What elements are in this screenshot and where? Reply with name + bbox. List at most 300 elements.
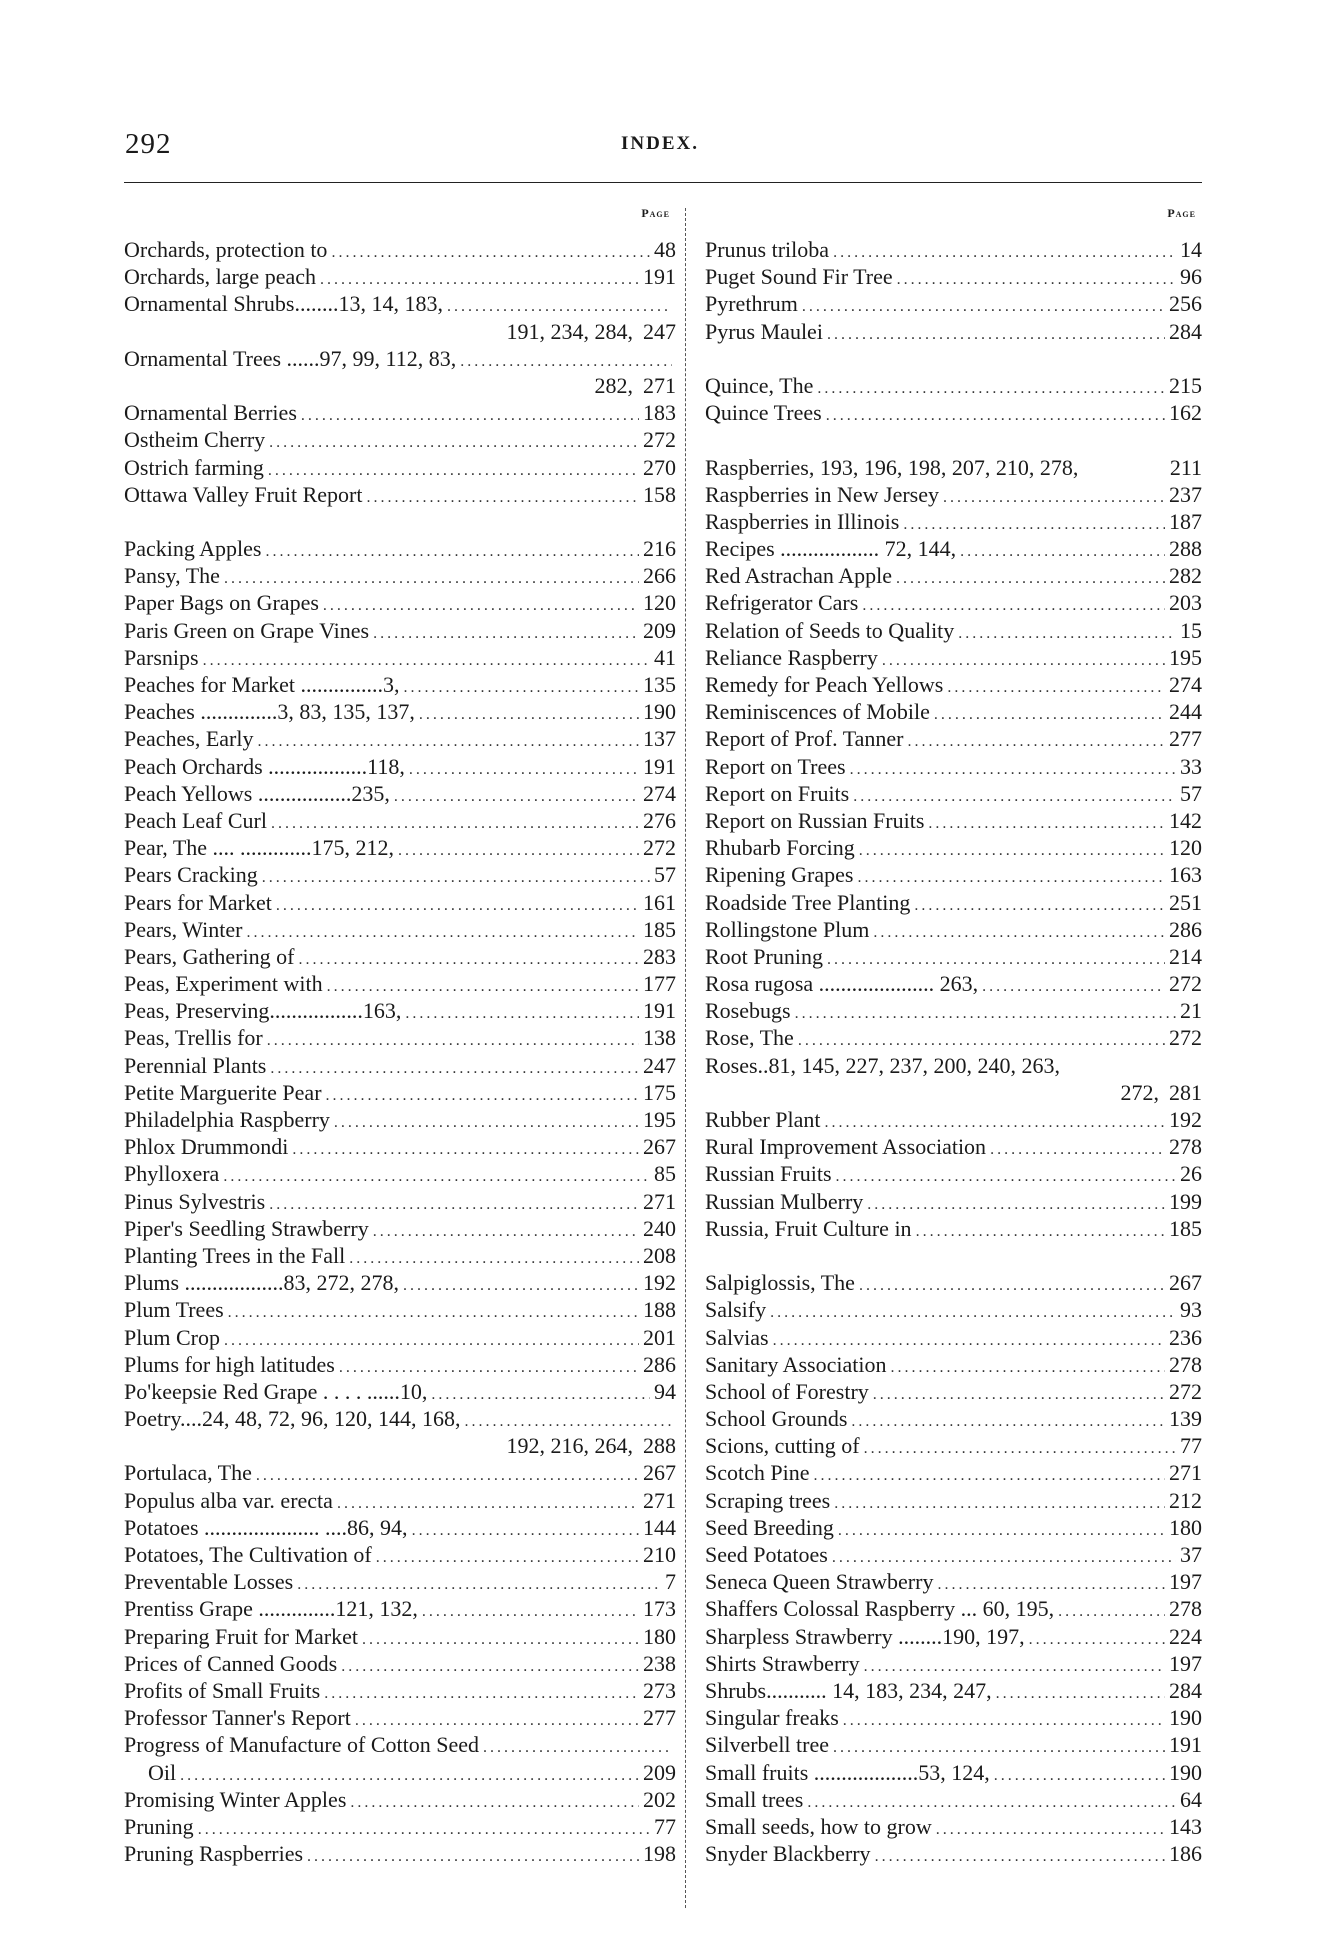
index-entry xyxy=(705,1459,1202,1486)
dot-leader xyxy=(246,919,639,946)
dot-leader xyxy=(867,1191,1165,1218)
index-entry xyxy=(124,970,676,997)
index-entry xyxy=(124,1160,676,1187)
page-ref: 276 xyxy=(643,807,676,833)
page-ref: 191 xyxy=(1169,1732,1202,1758)
entry-text: Salpiglossis, The xyxy=(705,1270,855,1296)
dot-leader xyxy=(832,1544,1176,1571)
page-number: 292 xyxy=(125,128,172,160)
index-entry xyxy=(705,535,1202,562)
page-ref: 161 xyxy=(643,889,676,915)
index-entry xyxy=(124,1541,676,1568)
dot-leader xyxy=(224,1327,639,1354)
dot-leader xyxy=(914,892,1165,919)
entry-text: 272, xyxy=(1120,1079,1159,1105)
entry-text: Ostheim Cherry xyxy=(124,427,266,453)
index-entry xyxy=(705,1759,1202,1786)
dot-leader xyxy=(994,1762,1165,1789)
page-ref: 195 xyxy=(643,1107,676,1132)
blank-line xyxy=(705,1242,1202,1269)
index-entry xyxy=(124,1704,676,1731)
entry-text: Sanitary Association xyxy=(705,1351,887,1377)
entry-text: Ripening Grapes xyxy=(705,862,854,888)
page-ref: 209 xyxy=(643,617,676,643)
dot-leader xyxy=(916,1218,1165,1245)
page-ref: 26 xyxy=(1180,1161,1202,1187)
index-entry xyxy=(124,318,676,345)
entry-text: Preparing Fruit for Market xyxy=(124,1623,358,1649)
index-entry xyxy=(124,1079,676,1106)
index-entry xyxy=(124,1568,676,1595)
index-entry xyxy=(705,1568,1202,1595)
entry-text: Roadside Tree Planting xyxy=(705,889,911,915)
entry-text: Sharpless Strawberry ........190, 197, xyxy=(705,1623,1025,1649)
index-entry xyxy=(705,1623,1202,1650)
index-column-right xyxy=(705,206,1202,1867)
index-entry xyxy=(124,1106,676,1133)
dot-leader xyxy=(773,1327,1165,1354)
entry-text: Pruning xyxy=(124,1813,194,1839)
page-ref: 190 xyxy=(1169,1759,1202,1785)
entry-text: Philadelphia Raspberry xyxy=(124,1107,330,1132)
index-entry xyxy=(705,1786,1202,1813)
index-entry xyxy=(705,372,1202,399)
dot-leader xyxy=(817,375,1165,402)
column-page-label: Page xyxy=(641,206,670,220)
entry-text: Russian Mulberry xyxy=(705,1188,864,1214)
entry-text: Root Pruning xyxy=(705,943,823,969)
page-ref: 162 xyxy=(1169,400,1202,426)
index-entry xyxy=(124,1215,676,1242)
index-entry xyxy=(705,562,1202,589)
dot-leader xyxy=(1058,1598,1165,1625)
dot-leader xyxy=(843,1707,1165,1734)
page-ref: 224 xyxy=(1169,1623,1202,1649)
dot-leader xyxy=(228,1299,639,1326)
entry-text: Raspberries in New Jersey xyxy=(705,481,939,507)
dot-leader xyxy=(897,266,1176,293)
dot-leader xyxy=(882,647,1165,674)
page-ref: 272 xyxy=(1169,1025,1202,1051)
entry-text: Report on Trees xyxy=(705,753,846,779)
page-ref: 57 xyxy=(654,862,676,888)
dot-leader xyxy=(990,1136,1165,1163)
index-entry xyxy=(124,589,676,616)
entry-text: Reliance Raspberry xyxy=(705,644,878,670)
entry-text: Portulaca, The xyxy=(124,1460,252,1486)
index-entry xyxy=(705,1106,1202,1133)
entry-text: Planting Trees in the Fall xyxy=(124,1242,346,1268)
entry-text: Promising Winter Apples xyxy=(124,1786,347,1812)
entry-text: Plums ..................83, 272, 278, xyxy=(124,1270,400,1296)
entry-text: 191, 234, 284, xyxy=(506,318,633,344)
entry-text: School of Forestry xyxy=(705,1378,869,1404)
page-ref: 267 xyxy=(643,1460,676,1486)
page-ref: 240 xyxy=(643,1215,676,1241)
page-ref: 286 xyxy=(643,1351,676,1377)
dot-leader xyxy=(355,1707,639,1734)
entry-text: Snyder Blackberry xyxy=(705,1841,871,1867)
page-ref: 177 xyxy=(643,971,676,997)
page-ref: 120 xyxy=(1169,835,1202,861)
page-ref: 37 xyxy=(1180,1542,1202,1567)
page-ref: 209 xyxy=(643,1759,676,1785)
page-ref: 163 xyxy=(1169,862,1202,888)
index-entry xyxy=(705,1405,1202,1432)
page-ref: 21 xyxy=(1180,998,1202,1024)
blank-line xyxy=(124,508,676,535)
dot-leader xyxy=(298,946,639,973)
dot-leader xyxy=(341,1653,639,1680)
page-ref: 185 xyxy=(1169,1215,1202,1241)
entry-text: Roses..81, 145, 227, 237, 200, 240, 263, xyxy=(705,1052,1061,1078)
dot-leader xyxy=(276,892,639,919)
entry-text: Prunus triloba xyxy=(705,237,830,262)
dot-leader xyxy=(937,1571,1165,1598)
entry-text: Scotch Pine xyxy=(705,1460,810,1486)
entry-text: Salvias xyxy=(705,1324,769,1350)
page-ref: 64 xyxy=(1180,1786,1202,1812)
dot-leader xyxy=(262,864,650,891)
page-ref: 135 xyxy=(643,672,676,697)
blank-line xyxy=(705,345,1202,372)
index-entry xyxy=(124,1296,676,1323)
dot-leader xyxy=(864,1653,1165,1680)
dot-leader xyxy=(376,1544,639,1571)
index-entry xyxy=(124,725,676,752)
dot-leader xyxy=(224,565,639,592)
entry-text: Phlox Drummondi xyxy=(124,1134,289,1160)
index-entry xyxy=(124,1378,676,1405)
page-ref: 143 xyxy=(1169,1813,1202,1839)
page-ref: 266 xyxy=(643,563,676,589)
page-ref: 191 xyxy=(643,998,676,1024)
entry-text: Pears, Gathering of xyxy=(124,943,295,969)
index-entry xyxy=(124,372,676,399)
entry-text: Pyrus Maulei xyxy=(705,318,823,344)
index-entry xyxy=(705,1351,1202,1378)
index-entry xyxy=(705,1487,1202,1514)
page-ref: 215 xyxy=(1169,372,1202,398)
index-entry xyxy=(705,1024,1202,1051)
column-divider xyxy=(685,208,686,1908)
entry-text: Russian Fruits xyxy=(705,1161,832,1187)
page-ref: 183 xyxy=(643,400,676,426)
entry-text: Seneca Queen Strawberry xyxy=(705,1569,934,1595)
page-ref: 96 xyxy=(1180,264,1202,290)
index-entry xyxy=(705,1595,1202,1622)
dot-leader xyxy=(409,756,639,783)
entry-text: Professor Tanner's Report xyxy=(124,1705,351,1731)
entry-text: Oil xyxy=(148,1759,177,1785)
index-entry xyxy=(705,454,1202,481)
index-entry xyxy=(705,481,1202,508)
dot-leader xyxy=(802,293,1165,320)
dot-leader xyxy=(269,1191,639,1218)
index-entry xyxy=(705,807,1202,834)
index-entry xyxy=(124,1786,676,1813)
entry-text: Singular freaks xyxy=(705,1705,839,1731)
page-ref: 195 xyxy=(1169,644,1202,670)
index-entry xyxy=(124,1242,676,1269)
entry-text: Seed Breeding xyxy=(705,1514,834,1540)
page-ref: 180 xyxy=(643,1623,676,1649)
dot-leader xyxy=(367,484,640,511)
page-ref: 192 xyxy=(1169,1107,1202,1132)
index-entry xyxy=(705,1677,1202,1704)
page-ref: 197 xyxy=(1169,1569,1202,1595)
page-ref: 33 xyxy=(1180,753,1202,779)
dot-leader xyxy=(903,511,1165,538)
dot-leader xyxy=(807,1789,1176,1816)
dot-leader xyxy=(958,620,1176,647)
entry-text: Shrubs........... 14, 183, 234, 247, xyxy=(705,1677,992,1703)
index-entry xyxy=(124,562,676,589)
page-ref: 274 xyxy=(1169,672,1202,697)
index-entry xyxy=(124,889,676,916)
dot-leader xyxy=(1029,1626,1165,1653)
dot-leader xyxy=(460,348,672,375)
page-ref: 272 xyxy=(1169,971,1202,997)
dot-leader xyxy=(483,1734,672,1761)
index-entry xyxy=(124,481,676,508)
entry-text: Rhubarb Forcing xyxy=(705,835,855,861)
entry-text: Peach Yellows .................235, xyxy=(124,780,390,806)
entry-text: Rollingstone Plum xyxy=(705,916,870,942)
dot-leader xyxy=(258,728,640,755)
dot-leader xyxy=(307,1843,639,1870)
dot-leader xyxy=(394,783,639,810)
column-page-label: Page xyxy=(1167,206,1196,220)
page-ref: 271 xyxy=(1169,1460,1202,1486)
dot-leader xyxy=(834,1490,1165,1517)
index-entry xyxy=(705,263,1202,290)
index-entry xyxy=(705,1215,1202,1242)
page-ref: 251 xyxy=(1169,889,1202,915)
dot-leader xyxy=(362,1626,639,1653)
index-entry xyxy=(705,780,1202,807)
dot-leader xyxy=(270,1055,639,1082)
index-entry xyxy=(124,454,676,481)
index-entry xyxy=(124,1188,676,1215)
entry-text: Peas, Experiment with xyxy=(124,971,323,997)
dot-leader xyxy=(223,1163,650,1190)
index-entry xyxy=(705,1296,1202,1323)
dot-leader xyxy=(864,1435,1176,1462)
entry-text: Petite Marguerite Pear xyxy=(124,1079,322,1105)
index-entry xyxy=(124,1024,676,1051)
page-ref: 283 xyxy=(643,943,676,969)
page-ref: 272 xyxy=(643,835,676,861)
dot-leader xyxy=(982,973,1165,1000)
entry-text: Preventable Losses xyxy=(124,1569,294,1595)
page-ref: 274 xyxy=(643,780,676,806)
entry-text: Prices of Canned Goods xyxy=(124,1650,338,1676)
index-entry xyxy=(705,1731,1202,1758)
dot-leader xyxy=(373,1218,639,1245)
page-ref: 272 xyxy=(1169,1378,1202,1404)
index-entry xyxy=(124,1351,676,1378)
page-ref: 278 xyxy=(1169,1351,1202,1377)
index-entry xyxy=(124,399,676,426)
entry-text: Paper Bags on Grapes xyxy=(124,590,319,616)
dot-leader xyxy=(447,293,672,320)
index-entry xyxy=(705,970,1202,997)
entry-text: Pruning Raspberries xyxy=(124,1841,304,1867)
entry-text: Ornamental Berries xyxy=(124,400,297,426)
page-ref: 15 xyxy=(1180,617,1202,643)
entry-text: Russia, Fruit Culture in xyxy=(705,1215,912,1241)
index-entry xyxy=(124,1677,676,1704)
entry-text: Scions, cutting of xyxy=(705,1433,860,1459)
index-entry xyxy=(705,1052,1202,1079)
index-entry xyxy=(124,671,676,698)
blank-line xyxy=(705,426,1202,453)
page-ref: 187 xyxy=(1169,508,1202,534)
entry-text: Ottawa Valley Fruit Report xyxy=(124,481,363,507)
dot-leader xyxy=(827,321,1165,348)
index-entry xyxy=(705,997,1202,1024)
page-ref: 284 xyxy=(1169,318,1202,344)
index-entry xyxy=(705,1269,1202,1296)
dot-leader xyxy=(337,1490,639,1517)
index-entry xyxy=(705,508,1202,535)
entry-text: Remedy for Peach Yellows xyxy=(705,672,944,697)
page-ref: 267 xyxy=(1169,1270,1202,1296)
page-ref: 77 xyxy=(1180,1433,1202,1459)
dot-leader xyxy=(267,1027,639,1054)
dot-leader xyxy=(833,1734,1165,1761)
index-entry xyxy=(705,1133,1202,1160)
index-entry xyxy=(705,1840,1202,1867)
index-entry xyxy=(705,916,1202,943)
page-ref: 137 xyxy=(643,726,676,752)
entry-text: Relation of Seeds to Quality xyxy=(705,617,955,643)
page-ref: 85 xyxy=(654,1161,676,1187)
dot-leader xyxy=(825,1109,1166,1136)
index-entry xyxy=(124,1269,676,1296)
dot-leader xyxy=(331,239,650,266)
dot-leader xyxy=(947,674,1165,701)
header-rule xyxy=(124,182,1202,183)
index-entry xyxy=(705,725,1202,752)
entry-text: Pears Cracking xyxy=(124,862,258,888)
entry-text: Quince Trees xyxy=(705,400,822,426)
dot-leader xyxy=(960,538,1165,565)
index-entry xyxy=(124,834,676,861)
dot-leader xyxy=(320,266,639,293)
page-ref: 197 xyxy=(1169,1650,1202,1676)
dot-leader xyxy=(324,1680,639,1707)
page-ref: 57 xyxy=(1180,780,1202,806)
entry-text: Peach Leaf Curl xyxy=(124,807,267,833)
entry-text: Pears, Winter xyxy=(124,916,243,942)
page-ref: 237 xyxy=(1169,481,1202,507)
index-entry xyxy=(705,1324,1202,1351)
entry-text: Poetry....24, 48, 72, 96, 120, 144, 168, xyxy=(124,1406,461,1432)
page-ref: 277 xyxy=(643,1705,676,1731)
dot-leader xyxy=(297,1571,661,1598)
entry-text: Packing Apples xyxy=(124,536,262,562)
entry-text: Peach Orchards ..................118, xyxy=(124,753,405,779)
dot-leader xyxy=(853,783,1176,810)
entry-text: Shaffers Colossal Raspberry ... 60, 195, xyxy=(705,1596,1055,1622)
dot-leader xyxy=(934,701,1165,728)
entry-text: Ornamental Trees ......97, 99, 112, 83, xyxy=(124,345,457,371)
page-ref: 139 xyxy=(1169,1406,1202,1432)
index-entry xyxy=(124,1813,676,1840)
page-ref: 247 xyxy=(643,1052,676,1078)
index-entry xyxy=(124,1052,676,1079)
dot-leader xyxy=(404,674,639,701)
page-ref: 271 xyxy=(643,1487,676,1513)
entry-text: Rosebugs xyxy=(705,998,791,1024)
dot-leader xyxy=(814,1462,1166,1489)
entry-text: Peaches, Early xyxy=(124,726,254,752)
page-ref: 208 xyxy=(643,1242,676,1268)
entry-text: Pears for Market xyxy=(124,889,272,915)
page-ref: 288 xyxy=(643,1433,676,1459)
entry-text: Peas, Trellis for xyxy=(124,1025,263,1051)
index-entry xyxy=(124,861,676,888)
entry-text: Paris Green on Grape Vines xyxy=(124,617,370,643)
page-ref: 191 xyxy=(643,264,676,290)
entry-text: Report on Russian Fruits xyxy=(705,807,925,833)
entry-text: Reminiscences of Mobile xyxy=(705,699,930,725)
dot-leader xyxy=(292,1136,639,1163)
page-ref: 203 xyxy=(1169,590,1202,616)
entry-text: Plums for high latitudes xyxy=(124,1351,335,1377)
dot-leader xyxy=(350,1789,639,1816)
index-column-left xyxy=(124,206,676,1867)
dot-leader xyxy=(851,1408,1165,1435)
entry-text: Silverbell tree xyxy=(705,1732,830,1758)
page-ref: 284 xyxy=(1169,1677,1202,1703)
page-ref: 201 xyxy=(643,1324,676,1350)
dot-leader xyxy=(890,1354,1165,1381)
index-entry xyxy=(124,1595,676,1622)
dot-leader xyxy=(859,837,1165,864)
dot-leader xyxy=(334,1109,639,1136)
index-entry xyxy=(705,236,1202,263)
entry-text: 192, 216, 264, xyxy=(506,1433,633,1459)
entry-text: Pear, The .... .............175, 212, xyxy=(124,835,395,861)
entry-text: Red Astrachan Apple xyxy=(705,563,892,589)
index-entry xyxy=(124,1487,676,1514)
index-entry xyxy=(705,671,1202,698)
dot-leader xyxy=(349,1245,639,1272)
index-entry xyxy=(124,916,676,943)
entry-text: Peaches ..............3, 83, 135, 137, xyxy=(124,699,415,725)
index-entry xyxy=(705,644,1202,671)
entry-text: Raspberries, 193, 196, 198, 207, 210, 278, xyxy=(705,454,1079,480)
dot-leader xyxy=(795,1000,1176,1027)
dot-leader xyxy=(405,1000,639,1027)
entry-text: Orchards, protection to xyxy=(124,237,328,262)
entry-text: Phylloxera xyxy=(124,1161,220,1187)
dot-leader xyxy=(936,1816,1165,1843)
page-ref: 188 xyxy=(643,1297,676,1323)
page-ref: 271 xyxy=(643,1188,676,1214)
entry-text: Peaches for Market ...............3, xyxy=(124,672,400,697)
page-ref: 191 xyxy=(643,753,676,779)
index-entry xyxy=(705,861,1202,888)
index-entry xyxy=(705,617,1202,644)
page-ref: 202 xyxy=(643,1786,676,1812)
index-entry xyxy=(124,1650,676,1677)
entry-text: Ostrich farming xyxy=(124,454,264,480)
entry-text: Refrigerator Cars xyxy=(705,590,859,616)
